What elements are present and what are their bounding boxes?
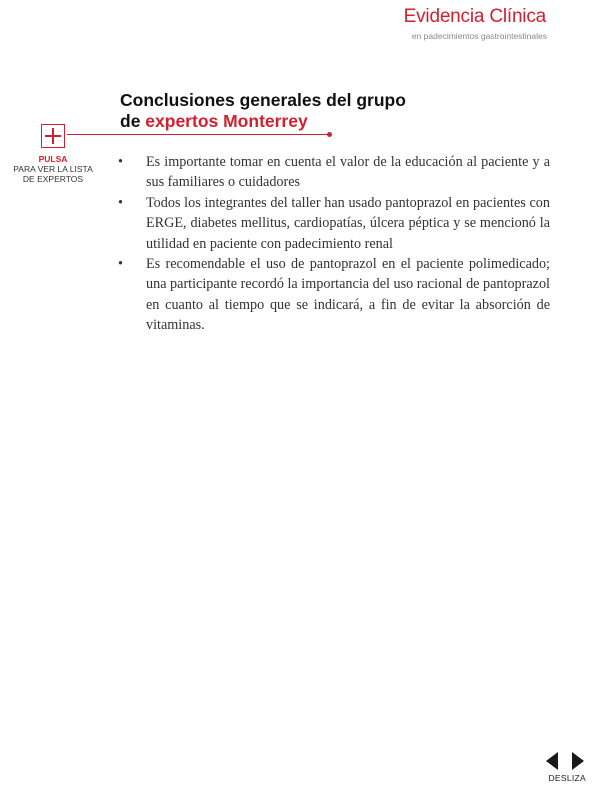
header-title: Evidencia Clínica — [403, 6, 546, 27]
header-subtitle: en padecimientos gastrointestinales — [411, 31, 547, 41]
conclusions-list — [118, 152, 550, 336]
list-item — [118, 254, 550, 336]
section-title-line1: Conclusiones generales del grupo — [120, 90, 406, 110]
list-item-text: Es recomendable el uso de pantoprazol en el paciente polimedicado; una participante recordó la importancia del uso racional de pantoprazol en cuanto al tiempo que se indicará, a fin de evitar la absorción de vitaminas. — [146, 256, 550, 334]
experts-link[interactable] — [10, 154, 96, 184]
bullet-icon: • — [118, 194, 123, 211]
experts-link-label: PULSA — [38, 154, 68, 164]
list-item-text: Es importante tomar en cuenta el valor de la educación al paciente y a sus familiares o cuidadores — [146, 154, 550, 191]
experts-plus-button[interactable] — [41, 124, 65, 148]
list-item — [118, 193, 550, 254]
section-title — [120, 90, 406, 132]
triangle-right-icon[interactable] — [572, 752, 584, 770]
experts-link-line1: PARA VER LA LISTA — [13, 164, 93, 174]
title-underline — [67, 134, 329, 135]
experts-link-line2: DE EXPERTOS — [22, 174, 84, 184]
triangle-left-icon[interactable] — [546, 752, 558, 770]
plus-icon-vertical — [52, 128, 54, 144]
list-item-text: Todos los integrantes del taller han usado pantoprazol en pacientes con ERGE, diabetes mellitus, cardiopatías, úlcera péptica y se mencionó la utilidad en paciente con padecimiento renal — [146, 194, 550, 252]
section-title-line2 — [120, 111, 406, 132]
section-title-prefix: de — [120, 111, 146, 131]
bullet-icon: • — [118, 154, 123, 170]
bullet-icon: • — [118, 256, 123, 273]
section-title-accent: expertos Monterrey — [145, 111, 308, 131]
list-item — [118, 152, 550, 193]
underline-dot — [327, 132, 332, 137]
page-navigation — [546, 752, 586, 770]
swipe-label: DESLIZA — [548, 773, 586, 783]
